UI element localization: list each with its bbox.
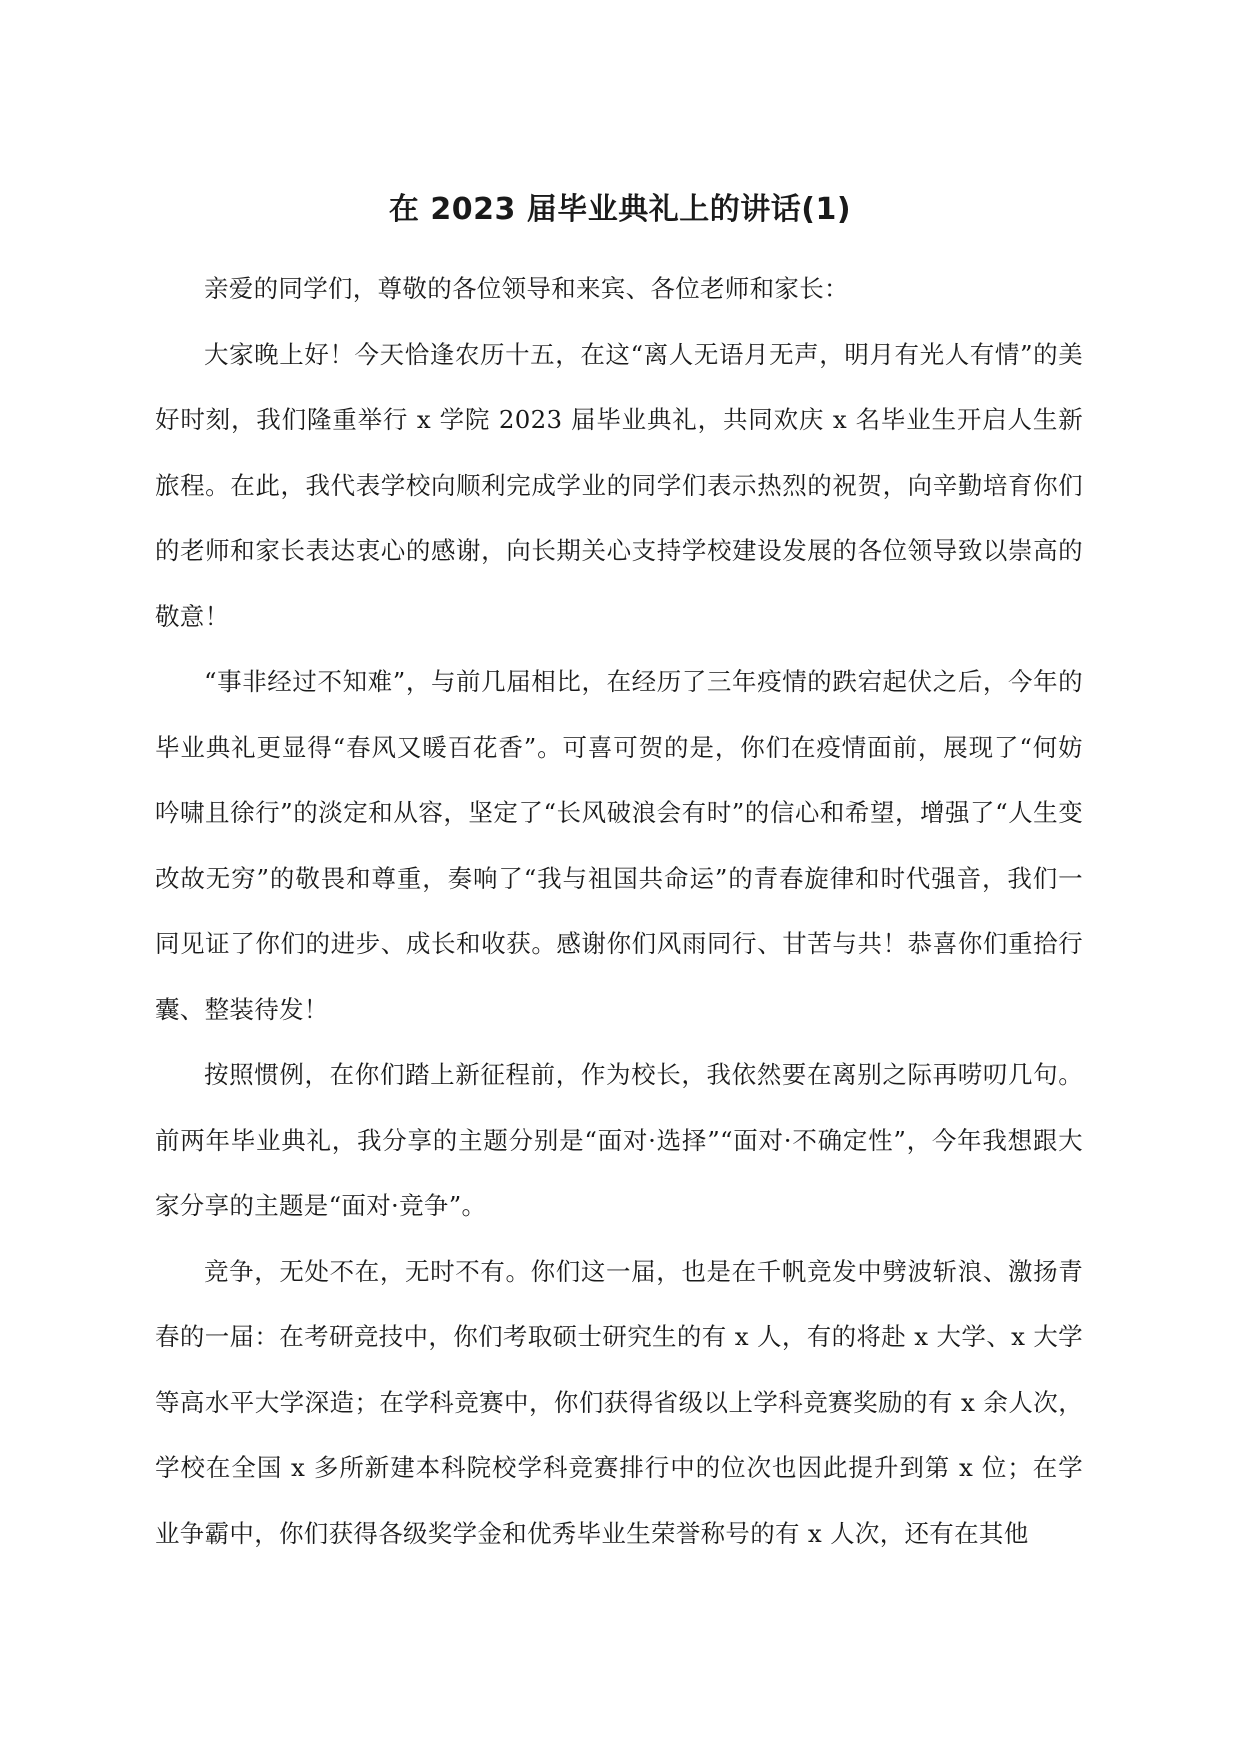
- paragraph-reflection: “事非经过不知难”，与前几届相比，在经历了三年疫情的跌宕起伏之后，今年的毕业典礼更显得“春风又暖百花香”。可喜可贺的是，你们在疫情面前，展现了“何妨吟啸且徐行”的淡定和从容，坚定了“长风破浪会有时”的信心和希望，增强了“人生变改故无穷”的敬畏和尊重，奏响了“我与祖国共命运”的青春旋律和时代强音，我们一同见证了你们的进步、成长和收获。感谢你们风雨同行、甘苦与共！恭喜你们重拾行囊、整装待发！: [155, 667, 1083, 1024]
- paragraph-greeting: 大家晚上好！今天恰逢农历十五，在这“离人无语月无声，明月有光人有情”的美好时刻，我们隆重举行 x 学院 2023 届毕业典礼，共同欢庆 x 名毕业生开启人生新旅程。在此，我代表学校向顺利完成学业的同学们表示热烈的祝贺，向辛勤培育你们的老师和家长表达衷心的感谢，向长期关心支持学校建设发展的各位领导致以崇高的敬意！: [155, 339, 1083, 631]
- document-title: 在 2023 届毕业典礼上的讲话(1): [388, 192, 852, 227]
- paragraph-competition: 竞争，无处不在，无时不有。你们这一届，也是在千帆竞发中劈波斩浪、激扬青春的一届：在考研竞技中，你们考取硕士研究生的有 x 人，有的将赴 x 大学、x 大学等高水平大学深造；在学科竞赛中，你们获得省级以上学科竞赛奖励的有 x 余人次，学校在全国 x 多所新建本科院校学科竞赛排行中的位次也因此提升到第 x 位；在学业争霸中，你们获得各级奖学金和优秀毕业生荣誉称号的有 x 人次，还有在其他: [155, 1256, 1083, 1548]
- paragraph-theme: 按照惯例，在你们踏上新征程前，作为校长，我依然要在离别之际再唠叨几句。前两年毕业典礼，我分享的主题分别是“面对·选择”“面对·不确定性”，今年我想跟大家分享的主题是“面对·竞争”。: [155, 1060, 1083, 1220]
- document-body: [155, 256, 1083, 1566]
- paragraph-salutation: 亲爱的同学们，尊敬的各位领导和来宾、各位老师和家长：: [204, 274, 849, 303]
